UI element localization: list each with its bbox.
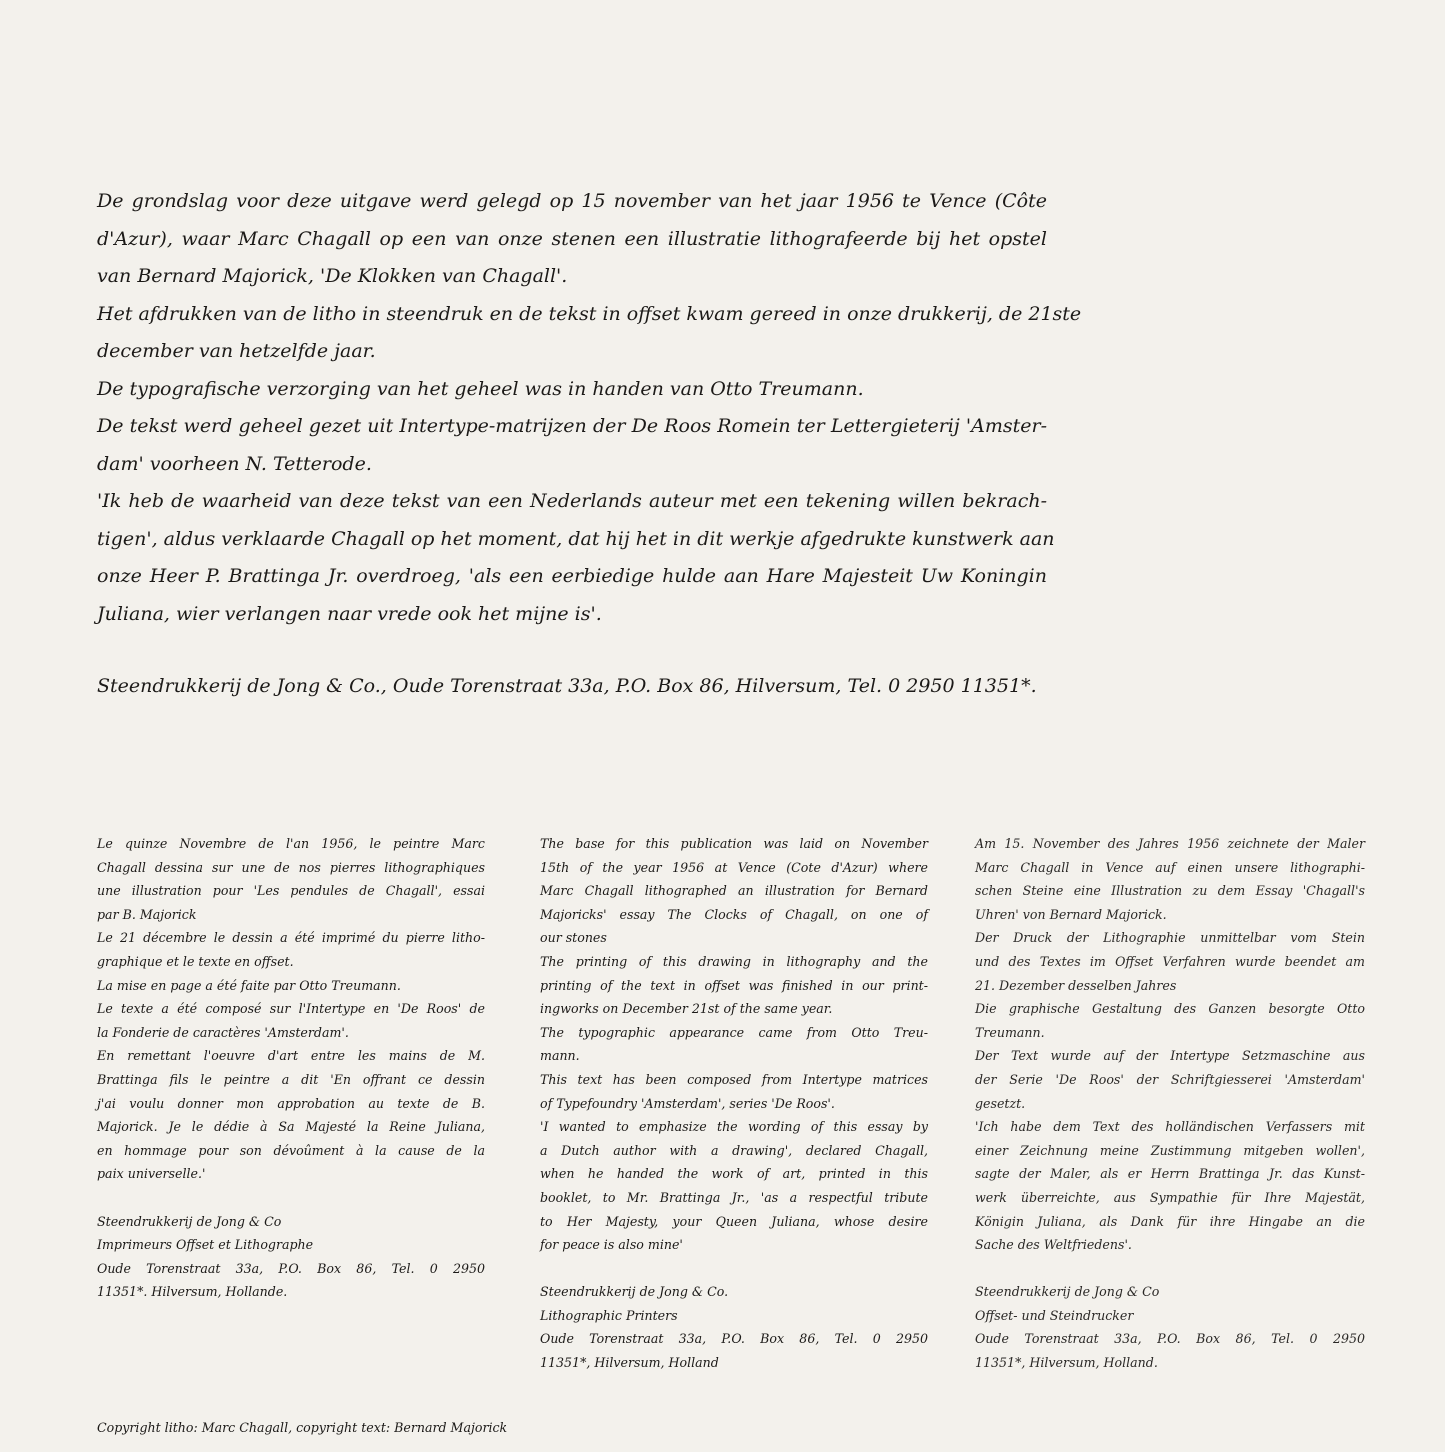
text-line: graphique et le texte en offset. [97,953,294,969]
dutch-colophon-text [97,183,1082,633]
text-line: Der Text wurde auf der Intertype Setzmaschine aus [975,1048,1365,1064]
imprint-line: Oude Torenstraat 33a, P.O. Box 86, Tel. 0 2950 [540,1331,928,1347]
text-line: december van hetzelfde jaar. [97,340,376,362]
text-line: De grondslag voor deze uitgave werd gelegd op 15 november van het jaar 1956 te Vence (Côte [97,190,1047,212]
text-line: printing of the text in offset was finished in our print- [540,977,928,993]
text-line: Am 15. November des Jahres 1956 zeichnete der Maler [975,836,1365,851]
text-line: en hommage pour son dévoûment à la cause de la [97,1142,485,1158]
text-line: ingworks on December 21st of the same year. [540,1001,833,1017]
text-line: Sache des Weltfriedens'. [975,1237,1132,1253]
text-line: par B. Majorick [97,906,197,922]
text-line: to Her Majesty, your Queen Juliana, whose desire [540,1213,928,1229]
text-line: sagte der Maler, als er Herrn Brattinga Jr. das Kunst- [975,1166,1365,1182]
text-line: j'ai voulu donner mon approbation au texte de B. [97,1095,485,1111]
text-line: Majorick. Je le dédie à Sa Majesté la Reine Juliana, [97,1119,485,1135]
imprint-line: Oude Torenstraat 33a, P.O. Box 86, Tel. 0 2950 [975,1331,1365,1347]
text-line: gesetzt. [975,1095,1026,1111]
text-line: Die graphische Gestaltung des Ganzen besorgte Otto [975,1001,1365,1017]
text-line: Uhren' von Bernard Majorick. [975,906,1167,922]
text-line: Treumann. [975,1024,1045,1040]
text-line: tigen', aldus verklaarde Chagall op het moment, dat hij het in dit werkje afgedrukte kunstwerk aan [97,527,1055,550]
text-line: dam' voorheen N. Tetterode. [97,452,372,475]
text-line: paix universelle.' [97,1166,206,1182]
imprint-line: Steendrukkerij de Jong & Co [97,1213,282,1229]
spacer [540,1257,928,1281]
text-line: 'Ik heb de waarheid van deze tekst van een Nederlands auteur met een tekening willen bekrach- [97,490,1047,512]
german-colophon-column [975,832,1365,1375]
text-line: Het afdrukken van de litho in steendruk en de tekst in offset kwam gereed in onze drukkerij, de 21ste [97,302,1082,325]
imprint-line: Oude Torenstraat 33a, P.O. Box 86, Tel. 0 2950 [97,1260,485,1276]
spacer [975,1257,1365,1281]
text-line: booklet, to Mr. Brattinga Jr., 'as a respectful tribute [540,1189,928,1205]
text-line: a Dutch author with a drawing', declared Chagall, [540,1142,928,1158]
text-line: 21. Dezember desselben Jahres [975,977,1177,993]
text-line: The printing of this drawing in lithography and the [540,953,928,969]
text-line: Le quinze Novembre de l'an 1956, le peintre Marc [97,836,485,851]
text-line: La mise en page a été faite par Otto Treumann. [97,977,401,993]
text-line: for peace is also mine' [540,1237,683,1253]
text-line: Juliana, wier verlangen naar vrede ook het mijne is'. [97,602,602,625]
imprint-line: Lithographic Printers [540,1307,678,1323]
text-line: werk überreichte, aus Sympathie für Ihre Majestät, [975,1189,1365,1205]
text-line: Brattinga fils le peintre a dit 'En offrant ce dessin [97,1071,485,1087]
english-colophon-column [540,832,928,1375]
text-line: De tekst werd geheel gezet uit Intertype-matrijzen der De Roos Romein ter Lettergieterij 'Amster- [97,415,1047,437]
french-colophon-column [97,832,485,1304]
text-line: la Fonderie de caractères 'Amsterdam'. [97,1024,349,1040]
text-line: En remettant l'oeuvre d'art entre les mains de M. [97,1048,485,1064]
text-line: van Bernard Majorick, 'De Klokken van Chagall'. [97,265,568,287]
imprint-line: 11351*. Hilversum, Hollande. [97,1284,288,1300]
text-line: Le 21 décembre le dessin a été imprimé du pierre litho- [97,930,485,946]
imprint-line: 11351*, Hilversum, Holland. [975,1355,1158,1371]
text-line: The typographic appearance came from Otto Treu- [540,1024,928,1040]
text-line: Königin Juliana, als Dank für ihre Hingabe an die [975,1213,1365,1229]
imprint-line: Steendrukkerij de Jong & Co [975,1284,1160,1300]
text-line: Der Druck der Lithographie unmittelbar vom Stein [975,930,1365,946]
imprint-line: 11351*, Hilversum, Holland [540,1355,719,1371]
text-line: De typografische verzorging van het geheel was in handen van Otto Treumann. [97,377,864,400]
text-line: und des Textes im Offset Verfahren wurde beendet am [975,953,1365,969]
text-line: Marc Chagall lithographed an illustration for Bernard [540,883,928,899]
imprint-line: Steendrukkerij de Jong & Co. [540,1284,729,1300]
text-line: mann. [540,1048,580,1064]
text-line: Marc Chagall in Vence auf einen unsere lithographi- [975,859,1365,875]
text-line: 15th of the year 1956 at Vence (Cote d'Azur) where [540,859,928,875]
spacer [97,1186,485,1210]
text-line: Le texte a été composé sur l'Intertype en 'De Roos' de [97,1001,485,1017]
text-line: when he handed the work of art, printed in this [540,1166,928,1182]
text-line: une illustration pour 'Les pendules de Chagall', essai [97,883,485,899]
text-line: The base for this publication was laid on November [540,836,928,851]
text-line: 'Ich habe dem Text des holländischen Verfassers mit [975,1119,1365,1135]
text-line: Majoricks' essay The Clocks of Chagall, on one of [540,906,928,922]
text-line: einer Zeichnung meine Zustimmung mitgeben wollen', [975,1142,1365,1158]
text-line: schen Steine eine Illustration zu dem Essay 'Chagall's [975,883,1365,899]
imprint-line: Offset- und Steindrucker [975,1307,1134,1323]
text-line: our stones [540,930,607,946]
text-line: onze Heer P. Brattinga Jr. overdroeg, 'als een eerbiedige hulde aan Hare Majesteit Uw Koningin [97,565,1047,587]
text-line: der Serie 'De Roos' der Schriftgiesserei 'Amsterdam' [975,1071,1365,1087]
imprint-line: Imprimeurs Offset et Lithographe [97,1237,314,1253]
text-line: of Typefoundry 'Amsterdam', series 'De Roos'. [540,1095,835,1111]
text-line: Chagall dessina sur une de nos pierres lithographiques [97,859,485,875]
text-line: This text has been composed from Intertype matrices [540,1071,928,1087]
printer-signature: Steendrukkerij de Jong & Co., Oude Torenstraat 33a, P.O. Box 86, Hilversum, Tel. 0 2950 11351*. [97,675,1037,697]
text-line: 'I wanted to emphasize the wording of this essay by [540,1119,928,1135]
copyright-notice: Copyright litho: Marc Chagall, copyright text: Bernard Majorick [97,1420,508,1435]
text-line: d'Azur), waar Marc Chagall op een van onze stenen een illustratie lithografeerde bij het opstel [97,227,1047,250]
